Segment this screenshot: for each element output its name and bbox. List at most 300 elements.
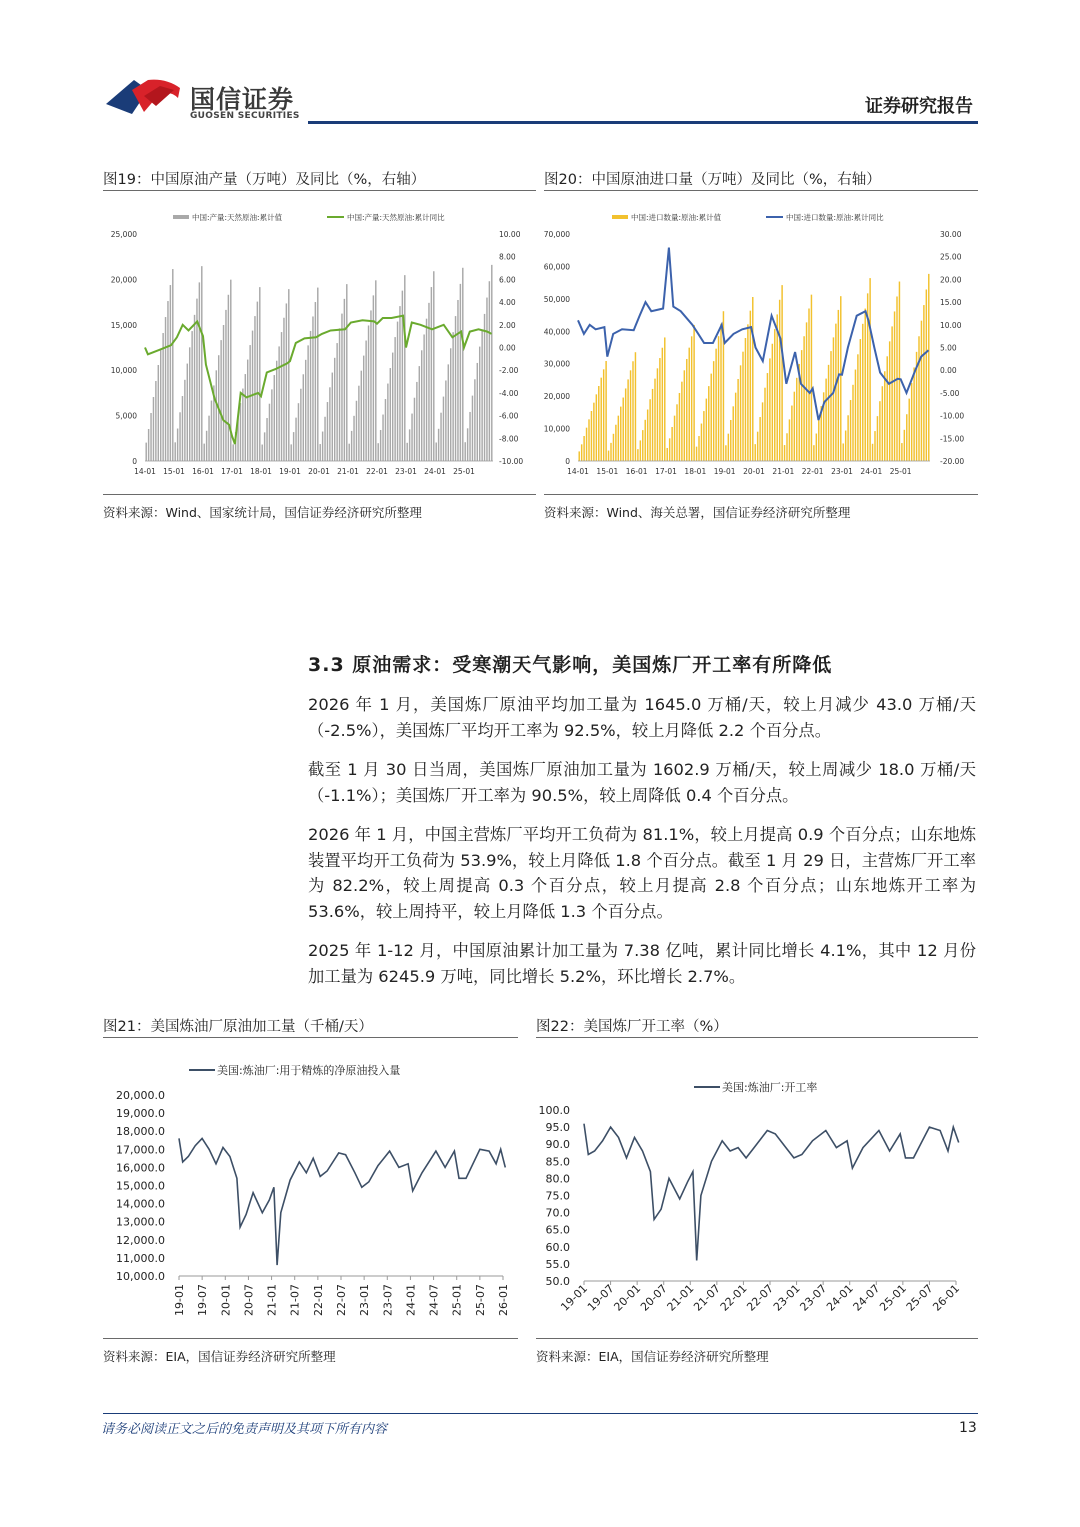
x-tick-label: 22-07 [744, 1281, 777, 1314]
bar-2024-8 [889, 341, 890, 461]
legend-swatch-bars [612, 215, 628, 219]
x-tick-label: 22-01 [801, 467, 824, 476]
bar-2024-12 [462, 268, 463, 461]
y-left-tick-label: 0 [132, 457, 137, 466]
bar-2021-6 [796, 378, 797, 461]
paragraph-4: 2025 年 1-12 月，中国原油累计加工量为 7.38 亿吨，累计同比增长 4.1%，其中 12 月份加工量为 6245.9 万吨，同比增长 5.2%，环比增长 2.7%。 [308, 941, 976, 986]
bar-2021-10 [370, 310, 371, 461]
y-right-tick-label: 20.00 [940, 275, 962, 285]
bar-2017-6 [679, 393, 680, 461]
bar-2019-12 [317, 288, 318, 461]
bar-2018-2 [698, 436, 699, 461]
bar-2014-7 [593, 403, 594, 461]
x-tick-label: 21-01 [337, 467, 359, 476]
bar-2014-11 [603, 369, 604, 461]
y-left-tick-label: 40,000 [544, 327, 570, 337]
bar-2023-10 [864, 309, 865, 461]
bar-2016-7 [652, 389, 653, 461]
bar-2024-5 [445, 380, 446, 461]
bar-2024-5 [882, 386, 883, 461]
x-tick-label: 19-07 [584, 1281, 617, 1314]
bar-2025-10 [923, 305, 924, 461]
bar-2023-2 [409, 429, 410, 461]
bar-2017-11 [257, 302, 258, 461]
bar-2014-6 [591, 411, 592, 461]
bar-2019-4 [732, 406, 733, 461]
y-right-tick-label: -8.00 [499, 434, 519, 444]
bar-2021-8 [365, 341, 366, 461]
x-tick-label: 22-01 [311, 1284, 325, 1316]
bar-2025-3 [906, 414, 907, 461]
bar-2018-10 [283, 318, 284, 461]
y-right-tick-label: -15.00 [940, 434, 965, 444]
y-tick-label: 17,000.0 [116, 1143, 165, 1157]
x-tick-label: 19-01 [713, 467, 736, 476]
bar-2020-4 [762, 402, 763, 461]
bar-2018-5 [706, 399, 707, 461]
header [0, 0, 1080, 130]
bar-2015-2 [177, 429, 178, 461]
bar-2018-6 [708, 386, 709, 461]
bar-2021-1 [784, 445, 785, 461]
bar-2016-9 [657, 368, 658, 461]
bar-2016-12 [664, 337, 665, 461]
y-tick-label: 15,000.0 [116, 1179, 165, 1193]
bar-2025-11 [489, 281, 490, 461]
bar-2022-7 [828, 365, 829, 461]
bar-2017-5 [242, 389, 243, 461]
bar-2016-3 [208, 416, 209, 461]
y-tick-label: 10,000.0 [116, 1270, 165, 1283]
bar-2022-11 [838, 310, 839, 461]
bar-2015-11 [632, 361, 633, 461]
y-left-tick-label: 0 [565, 457, 570, 466]
x-tick-label: 25-01 [889, 467, 912, 476]
bar-2020-11 [779, 300, 780, 461]
x-tick-label: 24-01 [424, 467, 446, 476]
bar-2014-9 [165, 317, 166, 461]
y-left-tick-label: 10,000 [544, 424, 570, 434]
bar-2025-2 [904, 430, 905, 461]
figure-22-title: 图22：美国炼厂开工率（%） [536, 1019, 728, 1035]
bar-2015-8 [625, 388, 626, 461]
bar-2015-12 [635, 352, 636, 461]
bar-2019-7 [740, 365, 741, 461]
bar-2022-9 [397, 322, 398, 461]
bar-2018-1 [261, 445, 262, 461]
bar-2016-10 [225, 310, 226, 461]
bar-2025-1 [464, 442, 465, 461]
figure-20-title: 图20：中国原油进口量（万吨）及同比（%，右轴） [544, 172, 881, 188]
bar-2021-4 [791, 406, 792, 461]
y-left-tick-label: 50,000 [544, 294, 570, 304]
y-left-tick-label: 30,000 [544, 359, 570, 369]
bar-2018-11 [286, 303, 287, 461]
figure-19-chart [103, 200, 536, 490]
bar-2015-5 [618, 416, 619, 461]
bar-2025-2 [467, 428, 468, 461]
bar-2014-3 [150, 413, 151, 461]
bar-2022-6 [390, 368, 391, 461]
bar-2023-9 [862, 324, 863, 461]
bar-2019-5 [735, 393, 736, 461]
bar-2021-12 [375, 280, 376, 461]
x-tick-label: 23-07 [797, 1281, 830, 1314]
bar-2017-4 [240, 403, 241, 461]
bar-2021-3 [353, 416, 354, 461]
bar-2020-6 [767, 373, 768, 461]
paragraph-2: 截至 1 月 30 日当周，美国炼厂原油加工量为 1602.9 万桶/天，较上周减少 18.0 万桶/天（-1.1%）；美国炼厂开工率为 90.5%，较上周降低 0.4 个百分点。 [308, 760, 976, 805]
bar-2015-10 [630, 370, 631, 461]
bar-2020-2 [322, 432, 323, 461]
figure-19-title: 图19：中国原油产量（万吨）及同比（%，右轴） [103, 172, 426, 188]
x-tick-label: 22-01 [717, 1281, 750, 1314]
bar-2025-8 [918, 336, 919, 461]
bar-2022-1 [813, 445, 814, 461]
bar-2014-1 [145, 443, 146, 461]
x-tick-label: 25-01 [450, 1284, 464, 1316]
bar-2023-8 [860, 339, 861, 461]
figure-21-bottom-rule [103, 1338, 518, 1339]
bar-2022-3 [382, 415, 383, 461]
x-tick-label: 25-01 [877, 1281, 909, 1314]
bar-2015-5 [184, 380, 185, 461]
bar-2023-3 [411, 414, 412, 461]
x-tick-label: 18-01 [250, 467, 272, 476]
bar-2025-5 [911, 383, 912, 461]
x-tick-label: 22-01 [366, 467, 388, 476]
bar-2018-7 [276, 361, 277, 461]
y-tick-label: 16,000.0 [116, 1161, 165, 1175]
guosen-logo-icon [104, 76, 184, 122]
bar-2022-8 [830, 351, 831, 461]
bar-2016-10 [659, 358, 660, 461]
bar-2019-11 [750, 311, 751, 461]
y-tick-label: 95.0 [545, 1121, 570, 1135]
bar-2024-7 [450, 348, 451, 461]
bar-2016-4 [211, 401, 212, 461]
bar-2023-7 [857, 354, 858, 461]
bar-2019-9 [310, 331, 311, 461]
bar-2022-10 [835, 324, 836, 461]
x-tick-label: 14-01 [567, 467, 589, 476]
bar-2019-2 [293, 432, 294, 461]
bar-2025-5 [474, 379, 475, 461]
bar-2014-2 [581, 444, 582, 461]
y-right-tick-label: 8.00 [499, 252, 516, 262]
legend-label-bars: 中国:进口数量:原油:累计值 [631, 213, 722, 222]
bar-2019-12 [752, 297, 753, 461]
bar-2022-1 [377, 443, 378, 461]
bar-2021-5 [358, 386, 359, 461]
bar-2024-8 [452, 332, 453, 461]
bar-2020-12 [781, 285, 782, 461]
bar-2019-1 [725, 445, 726, 461]
bar-2023-7 [421, 350, 422, 461]
bar-2015-8 [191, 331, 192, 461]
bar-2024-3 [877, 416, 878, 461]
y-left-tick-label: 15,000 [110, 320, 137, 330]
bar-2024-11 [460, 284, 461, 461]
bar-2022-8 [394, 337, 395, 461]
bar-2020-10 [776, 314, 777, 461]
bar-2015-9 [194, 315, 195, 461]
figure-19-bottom-rule [103, 494, 536, 495]
x-tick-label: 23-01 [770, 1281, 803, 1314]
x-tick-label: 21-01 [664, 1281, 697, 1314]
bar-2023-9 [426, 319, 427, 461]
bar-2020-2 [757, 432, 758, 461]
bar-2024-3 [440, 413, 441, 461]
bar-2016-2 [640, 440, 641, 461]
bar-2014-8 [162, 333, 163, 461]
bar-2024-2 [874, 431, 875, 461]
bar-2017-12 [693, 325, 694, 461]
bar-2019-6 [737, 379, 738, 461]
legend-label-line: 中国:产量:天然原油:累计同比 [347, 213, 445, 222]
bar-2014-9 [598, 386, 599, 461]
figure-20-chart [544, 200, 978, 490]
x-tick-label: 15-01 [163, 467, 185, 476]
x-tick-label: 26-01 [497, 1284, 510, 1316]
y-left-tick-label: 10,000 [110, 366, 137, 376]
bar-2023-1 [406, 443, 407, 461]
bar-2024-10 [457, 300, 458, 461]
bar-2014-4 [586, 428, 587, 461]
bar-2021-11 [373, 295, 374, 461]
figure-19-source: 资料来源：Wind、国家统计局，国信证券经济研究所整理 [103, 505, 422, 520]
bar-2017-11 [691, 336, 692, 461]
bar-2023-4 [414, 398, 415, 461]
x-tick-label: 19-01 [279, 467, 301, 476]
bar-2017-2 [669, 438, 670, 461]
y-right-tick-label: 2.00 [499, 320, 516, 330]
bar-2023-11 [431, 287, 432, 461]
bar-2021-9 [368, 325, 369, 461]
y-right-tick-label: -5.00 [940, 388, 960, 398]
bar-2024-4 [443, 397, 444, 461]
y-tick-label: 70.0 [545, 1206, 570, 1220]
bar-2019-6 [303, 374, 304, 461]
x-tick-label: 23-01 [831, 467, 853, 476]
y-tick-label: 80.0 [545, 1172, 570, 1186]
x-tick-label: 25-01 [453, 467, 475, 476]
bar-2017-10 [688, 348, 689, 461]
figure-19-top-rule [103, 190, 536, 191]
bar-2016-11 [228, 295, 229, 461]
bar-2020-9 [774, 329, 775, 461]
bar-2025-4 [908, 399, 909, 461]
bar-2015-12 [201, 266, 202, 461]
bar-2015-2 [610, 443, 611, 461]
legend-swatch-bars [173, 215, 189, 219]
bar-2014-10 [600, 378, 601, 461]
bar-2020-8 [772, 344, 773, 461]
y-right-tick-label: 4.00 [499, 298, 516, 308]
x-tick-label: 23-01 [358, 1284, 372, 1316]
bar-2025-7 [479, 347, 480, 461]
bar-2020-3 [324, 417, 325, 461]
y-tick-label: 12,000.0 [116, 1233, 165, 1247]
bar-2015-6 [187, 364, 188, 461]
x-tick-label: 19-07 [196, 1284, 210, 1316]
bar-2020-5 [329, 387, 330, 461]
bar-2021-9 [803, 336, 804, 461]
legend-label-bars: 中国:产量:天然原油:累计值 [192, 213, 283, 222]
y-right-tick-label: 10.00 [499, 230, 521, 239]
paragraph-3: 2026 年 1 月，中国主营炼厂平均开工负荷为 81.1%，较上月提高 0.9 个百分点；山东地炼装置平均开工负荷为 53.9%，较上月降低 1.8 个百分点。截至 1 月 29 日，主营炼厂开工率为 82.2%，较上周提高 0.3 个百分点，较上月提高 2.8 个百分点；山东地炼开工率为 53.6%，较上周持平，较上月降低 1.3 个百分点。 [308, 825, 976, 922]
bar-2017-7 [247, 360, 248, 461]
bar-2021-2 [351, 431, 352, 461]
bar-2019-3 [730, 420, 731, 461]
bar-2023-8 [423, 334, 424, 461]
bar-2015-3 [179, 412, 180, 461]
bar-2016-5 [647, 410, 648, 461]
page-number: 13 [959, 1420, 977, 1436]
bar-2018-9 [281, 332, 282, 461]
bar-2014-1 [578, 451, 579, 461]
legend-label-line: 美国:炼油厂:开工率 [722, 1081, 818, 1094]
figure-22-source: 资料来源：EIA，国信证券经济研究所整理 [536, 1349, 769, 1364]
bar-2016-1 [637, 449, 638, 461]
bar-2015-4 [182, 396, 183, 461]
bar-2019-7 [305, 360, 306, 461]
x-tick-label: 23-07 [381, 1284, 395, 1316]
bar-2019-9 [745, 338, 746, 461]
bar-2024-1 [435, 442, 436, 461]
figure-21-source: 资料来源：EIA，国信证券经济研究所整理 [103, 1349, 336, 1364]
bar-2016-2 [206, 431, 207, 461]
bar-2015-11 [199, 282, 200, 461]
bar-2014-7 [160, 349, 161, 461]
figure-20-bottom-rule [544, 494, 978, 495]
bar-2014-3 [583, 436, 584, 461]
bar-2015-1 [174, 442, 175, 461]
bar-2023-5 [852, 385, 853, 461]
bar-2024-10 [894, 311, 895, 461]
y-tick-label: 65.0 [545, 1223, 570, 1237]
bar-2023-3 [847, 415, 848, 461]
bar-2021-5 [794, 392, 795, 461]
x-tick-label: 25-07 [473, 1284, 487, 1316]
bar-2022-2 [380, 430, 381, 461]
bar-2020-10 [341, 314, 342, 461]
figure-20-source: 资料来源：Wind、海关总署，国信证券经济研究所整理 [544, 505, 851, 520]
bar-2018-3 [701, 424, 702, 461]
bar-2014-2 [148, 429, 149, 461]
bar-2022-12 [404, 275, 405, 461]
y-tick-label: 90.0 [545, 1138, 570, 1152]
bar-2016-3 [642, 430, 643, 461]
y-right-tick-label: 0.00 [940, 366, 957, 376]
bar-2021-12 [811, 295, 812, 461]
bar-2018-1 [696, 447, 697, 461]
bar-2015-1 [608, 451, 609, 461]
bar-2020-8 [336, 343, 337, 461]
bar-2019-10 [747, 324, 748, 461]
y-left-tick-label: 70,000 [544, 230, 570, 239]
y-right-tick-label: -2.00 [499, 366, 519, 376]
x-tick-label: 16-01 [192, 467, 214, 476]
x-tick-label: 21-07 [691, 1281, 723, 1314]
bar-2023-12 [869, 278, 870, 461]
brand-name-cn: 国信证券 [190, 85, 295, 114]
x-tick-label: 17-01 [221, 467, 243, 476]
bar-2021-2 [786, 433, 787, 461]
bar-2018-12 [288, 289, 289, 461]
bar-2021-6 [361, 371, 362, 461]
x-tick-label: 23-01 [395, 467, 417, 476]
x-tick-label: 18-01 [684, 467, 707, 476]
x-tick-label: 24-01 [860, 467, 883, 476]
figure-22-bottom-rule [536, 1338, 978, 1339]
bar-2019-8 [307, 345, 308, 461]
bar-2020-9 [339, 328, 340, 461]
bar-2024-6 [884, 371, 885, 461]
bar-2018-5 [271, 389, 272, 461]
bar-2023-10 [428, 303, 429, 461]
x-tick-label: 14-01 [134, 467, 156, 476]
bar-2016-8 [654, 379, 655, 461]
bar-2016-4 [644, 420, 645, 461]
bar-2021-10 [806, 322, 807, 461]
figure-21-chart [103, 1050, 518, 1335]
bar-2023-1 [842, 443, 843, 461]
bar-2023-6 [855, 370, 856, 461]
x-tick-label: 20-01 [611, 1281, 644, 1314]
series-line [584, 1124, 959, 1261]
report-type: 证券研究报告 [865, 96, 973, 117]
y-right-tick-label: 25.00 [940, 252, 962, 262]
legend-label-line: 中国:进口数量:原油:累计同比 [786, 213, 884, 222]
bar-2015-6 [620, 407, 621, 461]
x-tick-label: 25-07 [903, 1281, 936, 1314]
bar-2024-12 [899, 282, 900, 461]
bar-2014-11 [170, 285, 171, 461]
bar-2019-2 [728, 434, 729, 461]
y-left-tick-label: 60,000 [544, 262, 570, 272]
figure-22-top-rule [536, 1037, 978, 1038]
y-tick-label: 20,000.0 [116, 1089, 165, 1102]
y-tick-label: 60.0 [545, 1240, 570, 1254]
x-tick-label: 20-01 [743, 467, 765, 476]
bar-2014-4 [153, 397, 154, 461]
figure-21-top-rule [103, 1037, 518, 1038]
bar-2019-11 [315, 302, 316, 461]
bar-2025-10 [486, 298, 487, 461]
bar-2023-2 [845, 431, 846, 461]
bar-2018-2 [264, 432, 265, 461]
bar-2021-3 [789, 419, 790, 461]
bar-2018-11 [720, 324, 721, 461]
bar-2014-12 [605, 361, 606, 461]
y-tick-label: 14,000.0 [116, 1197, 165, 1211]
bar-2016-6 [649, 399, 650, 461]
bar-2021-1 [348, 444, 349, 461]
footer-rule [103, 1413, 978, 1414]
y-right-tick-label: -4.00 [499, 388, 519, 398]
x-tick-label: 17-01 [655, 467, 677, 476]
series-line [179, 1138, 505, 1265]
bar-2019-4 [298, 403, 299, 461]
bar-2020-6 [332, 373, 333, 461]
x-tick-label: 22-07 [335, 1284, 348, 1316]
figure-21-title: 图21：美国炼油厂原油加工量（千桶/天） [103, 1019, 373, 1035]
bar-2018-8 [278, 346, 279, 461]
x-tick-label: 24-01 [824, 1281, 856, 1314]
bar-2021-4 [356, 401, 357, 461]
bar-2016-1 [203, 444, 204, 461]
